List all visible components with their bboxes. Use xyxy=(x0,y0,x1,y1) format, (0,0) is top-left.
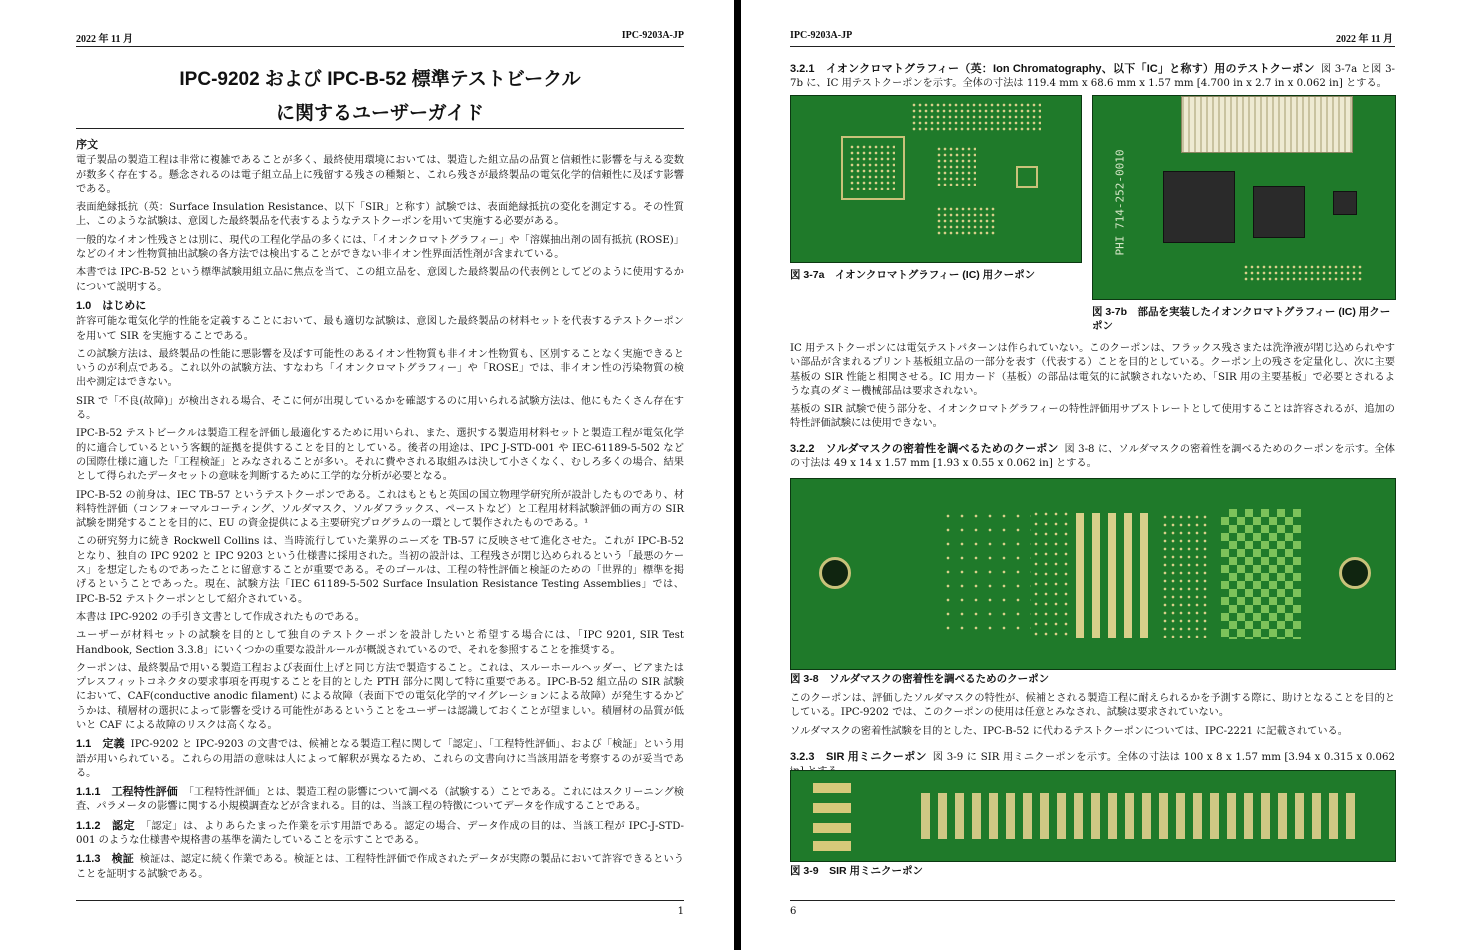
paragraph-text: クーポンは、最終製品で用いる製造工程および表面仕上げと同じ方法で製造すること。これは、スルーホールヘッダー、ビアまたはプレスフィットコネクタの要求事項を再現することを目的とした PTH 部分に関して特に重要である。IPC-B-52 組立品の SIR 試験において、CAF(conductive anodic filament) による故障（表面下での電気化学的マイグレーションによる故障）が発生するかどうかは、積層材の選択によって影響を受ける可能性があるということをユーザーは認識しておくことが望ましい。積層材の品質が低いと CAF による故障のリスクは高くなる。 xyxy=(76,662,684,731)
contact-pad xyxy=(813,783,851,793)
section-heading: 3.2.1 イオンクロマトグラフィー（英：Ion Chromatography、以下「IC」と称す）用のテストクーポン xyxy=(790,63,1315,75)
qfp-chip xyxy=(1163,171,1235,243)
figure-3-7b-image xyxy=(1092,95,1396,300)
page-number: 1 xyxy=(677,906,684,917)
section-heading: 3.2.2 ソルダマスクの密着性を調べるためのクーポン xyxy=(790,443,1059,455)
paragraph xyxy=(76,535,684,606)
qfp-pads xyxy=(849,144,895,190)
dot-pattern xyxy=(941,509,1031,639)
header-rule xyxy=(790,46,1395,47)
small-chip xyxy=(1333,191,1357,215)
paragraph xyxy=(76,737,684,781)
chip-pads xyxy=(936,206,996,236)
figure-3-9-image xyxy=(790,770,1396,862)
header-rule xyxy=(76,46,684,47)
comb-pattern xyxy=(921,793,1361,839)
paragraph xyxy=(76,611,684,625)
paragraph-text: 表面絶縁抵抗（英：Surface Insulation Resistance、以下「SIR」と称す）試験では、表面絶縁抵抗の変化を測定する。その性質上、このような試験は、意図した最終製品を代表するようなテストクーポンを用いて実施する必要がある。 xyxy=(76,202,684,228)
passive-components xyxy=(1243,264,1363,282)
paragraph: このクーポンは、評価したソルダマスクの特性が、候補とされる製造工程に耐えられるかを予測する際に、助けとなることを目的としている。IPC-9202 では、このクーポンの使用は任意とみなされ、試験は要求されていない。 xyxy=(790,693,1395,719)
paragraph xyxy=(76,489,684,532)
right-header-docid: IPC-9203A-JP xyxy=(790,30,853,41)
page-title-line2: に関するユーザーガイド xyxy=(275,103,485,124)
inline-heading: 1.1.2 認定 xyxy=(76,819,135,832)
inline-heading: 1.1 定義 xyxy=(76,738,125,751)
right-page xyxy=(741,0,1474,950)
board-silkscreen-label: PHI 714-252-0010 xyxy=(1113,149,1127,256)
paragraph-text: この研究努力に続き Rockwell Collins は、当時流行していた業界のニーズを TB-57 に反映させて進化させた。これが IPC-B-52 となり、独自の IPC 9202 と IPC 9203 という仕様書に採用された。当初の設計は、工程残さが閉じ込められるという「最悪のケース」を想定したものであったことに留意することが重要である。そのゴールは、工程の特性評価と検証のための「世界的」標準を掲げるということであった。現在、試験方法「IEC 61189-5-502 Surface Insulation Resistance Testing Assemblies」では、IPC-B-52 テストクーポンとして紹介されている。 xyxy=(76,536,684,605)
paragraph xyxy=(76,154,684,197)
paragraph-text: 電子製品の製造工程は非常に複雑であることが多く、最終使用環境においては、製造した組立品の品質と信頼性に影響を与える変数が数多く存在する。懸念されるのは電子組立品上に残留する残さの種類と、これら残さが最終製品の電気化学的信頼性に及ぼす影響である。 xyxy=(76,155,684,195)
paragraph-text: 本書では IPC-B-52 という標準試験用組立品に焦点を当て、この組立品を、意図した最終製品の代表例としてどのように使用するかについて説明する。 xyxy=(76,267,684,293)
paragraph: ソルダマスクの密着性試験を目的とした、IPC-B-52 に代わるテストクーポンについては、IPC-2221 に記載されている。 xyxy=(790,725,1348,737)
paragraph xyxy=(76,785,684,815)
page-title-line1: IPC-9202 および IPC-B-52 標準テストビークル xyxy=(179,69,581,90)
paragraph xyxy=(76,348,684,391)
figure-3-8-image xyxy=(790,478,1396,670)
paragraph xyxy=(76,852,684,882)
footer-rule xyxy=(76,900,684,901)
section-heading: 3.2.3 SIR 用ミニクーポン xyxy=(790,751,927,763)
pad-rows xyxy=(1161,513,1211,638)
bga-chip xyxy=(1253,186,1305,238)
footer-rule xyxy=(790,900,1395,901)
paragraph xyxy=(76,662,684,733)
section-3-2-1 xyxy=(790,62,1395,96)
contact-pad xyxy=(813,841,851,851)
left-header-date: 2022 年 11 月 xyxy=(76,34,133,45)
mounting-hole-right xyxy=(1339,557,1371,589)
title-rule xyxy=(76,128,684,129)
left-header-docid: IPC-9203A-JP xyxy=(621,30,684,41)
section-heading: 序文 xyxy=(76,139,98,151)
paragraph-text: IPC-B-52 の前身は、IEC TB-57 というテストクーポンである。これはもともと英国の国立物理学研究所が設計したものであり、材料特性評価（コンフォーマルコーティング、ソルダマスク、ソルダフラックス、ペーストなど）と工程用材料試験評価の両方の SIR 試験を開発することを目的に、EU の資金提供による主要研究プログラムの一環として製作されたものである。¹ xyxy=(76,489,684,530)
paragraph-text: この試験方法は、最終製品の性能に悪影響を及ぼす可能性のあるイオン性物質も非イオン性物質も、区別することなく実施できるというのが利点である。これ以外の試験方法、すなわち「イオンクロマトグラフィー」や「ROSE」では、非イオン性の汚染物質の検出や測定はできない。 xyxy=(76,348,684,389)
section-text: 図 3-9 に SIR 用ミニクーポンを示す。全体の寸法は 100 x 8 x 1.57 mm [3.94 x 0.315 x 0.062 xyxy=(932,752,1395,763)
paragraph xyxy=(76,819,684,849)
paragraph xyxy=(76,629,684,658)
figure-3-7a-caption: 図 3-7a イオンクロマトグラフィー (IC) 用クーポン xyxy=(790,269,1036,281)
contact-pad xyxy=(813,803,851,813)
solder-mask-text xyxy=(790,692,1395,743)
figure-3-7a-image xyxy=(790,95,1082,263)
paragraph-text: 許容可能な電気化学的性能を定義することにおいて、最も適切な試験は、意図した最終製品の材料セットを代表するテストクーポンを用いて SIR を実施することである。 xyxy=(76,316,684,342)
dot-pattern-dense xyxy=(1031,509,1071,639)
small-footprint xyxy=(1016,166,1038,188)
paragraph xyxy=(76,201,684,230)
connector-component xyxy=(1181,96,1353,153)
ic-coupon-text xyxy=(790,342,1395,436)
section-heading: 1.0 はじめに xyxy=(76,299,147,312)
paragraph-text: SIR で「不良(故障)」が検出される場合、そこに何が出現しているかを確認するのに用いられる試験方法は、他にもたくさん存在する。 xyxy=(76,395,684,422)
paragraph xyxy=(76,395,684,424)
inline-heading: 1.1.3 検証 xyxy=(76,853,134,866)
section-3-2-2 xyxy=(790,442,1395,476)
paragraph-text: 本書は IPC-9202 の手引き文書として作成されたものである。 xyxy=(76,611,365,623)
paragraph: 基板の SIR 試験で使う部分を、イオンクロマトグラフィーの特性評価用サブストレートとして使用することは許容されるが、追加の特性評価試験には使用できない。 xyxy=(790,404,1395,430)
paragraph xyxy=(76,266,684,295)
page-number: 6 xyxy=(790,906,797,917)
figure-3-9-caption: 図 3-9 SIR 用ミニクーポン xyxy=(790,865,924,877)
section-text: 図 3-8 に、ソルダマスクの密着性を調べるためのクーポンを示す。全体の寸法は 49 x 14 x 1.57 mm [1.93 x 0.55 x 0.062 in] とする。 xyxy=(790,444,1395,470)
paragraph-text: 「工程特性評価」とは、製造工程の影響について調べる（試験する）ことである。これにはスクリーニング検査、パラメータの影響に関する小規模調査などが含まれる。目的は、当該工程の特徴についてデータを作成することである。 xyxy=(76,787,684,813)
page-gutter xyxy=(734,0,741,950)
checker-pattern xyxy=(1221,509,1301,639)
paragraph-text: 一般的なイオン性残さとは別に、現代の工程化学品の多くには、「イオンクロマトグラフィー」や「溶媒抽出剤の固有抵抗 (ROSE)」などのイオン性物質抽出試験の各方法では検出することができない非イオン性界面活性剤が含まれている。 xyxy=(76,234,684,261)
paragraph-text: IPC-9202 と IPC-9203 の文書では、候補となる製造工程に関して「認定」、「工程特性評価」、および「検証」という用語が用いられている。これらの用語の意味は人によって解釈が異なるため、これらの文書向けに当該用語を考察するのが妥当である。 xyxy=(76,739,684,779)
paragraph-text: 「認定」は、よりあらたまった作業を示す用語である。認定の場合、データ作成の目的は、当該工程が IPC-J-STD-001 のような仕様書や規格書の基準を満たしていることを示すことである。 xyxy=(76,820,685,847)
left-body-column xyxy=(76,136,684,886)
paragraph xyxy=(76,315,684,344)
paragraph-text: IPC-B-52 テストビークルは製造工程を評価し最適化するために用いられ、また、選択する製造用材料セットと製造工程が電気化学的に適合しているという客観的証拠を提供することを目的としている。後者の用途は、IPC J-STD-001 や IEC-61189-5-502 などの国際仕様に適した「工程検証」とみなされることが多い。それに費やされる取組みは決して小さくなく、むしろ多くの場合、結果として得られたデータセットの意味を判断するために工学的な分析が必要となる。 xyxy=(76,428,684,483)
inline-heading: 1.1.1 工程特性評価 xyxy=(76,786,178,799)
contact-pad xyxy=(813,823,851,833)
figure-3-8-caption: 図 3-8 ソルダマスクの密着性を調べるためのクーポン xyxy=(790,673,1050,685)
paragraph xyxy=(76,234,684,263)
bga-footprint xyxy=(936,146,976,186)
mounting-hole-left xyxy=(819,557,851,589)
section-text: 図 3-7a と図 3-7b に、IC 用テストクーポンを示す。全体の寸法は 119.4 mm x 68.6 mm x 1.57 mm [4.700 in x 2.7 in x 0.062 in] とする。 xyxy=(790,64,1395,90)
paragraph: IC 用テストクーポンには電気テストパターンは作られていない。このクーポンは、フラックス残さまたは洗浄液が閉じ込められやすい部品が含まれるプリント基板組立品の一部分を表す（代表する）ことを目的としている。クーポン上の残さを定量化し、次に主要基板の SIR 性能と相関させる。IC 用カード（基板）の部品は電気的に試験されないため、「SIR 用の主要基板」で必要とされるような真のダミー機械部品は要求されない。 xyxy=(790,343,1395,397)
paragraph-text: ユーザーが材料セットの試験を目的として独自のテストクーポンを設計したいと希望する場合には、「IPC 9201, SIR Test Handbook, Section 3.3.8」にいくつかの重要な設計ルールが概説されているので、それを参照することを推奨する。 xyxy=(76,630,684,656)
right-header-date: 2022 年 11 月 xyxy=(1336,34,1393,45)
figure-3-7b-caption: 図 3-7b 部品を実装したイオンクロマトグラフィー (IC) 用クーポン xyxy=(1092,306,1391,332)
stripe-pattern xyxy=(1076,513,1156,638)
pad-array xyxy=(911,102,1041,132)
paragraph xyxy=(76,427,684,484)
paragraph-text: 検証は、認定に続く作業である。検証とは、工程特性評価で作成されたデータが実際の製品において許容できるということを証明する試験である。 xyxy=(76,854,684,880)
left-page xyxy=(0,0,734,950)
